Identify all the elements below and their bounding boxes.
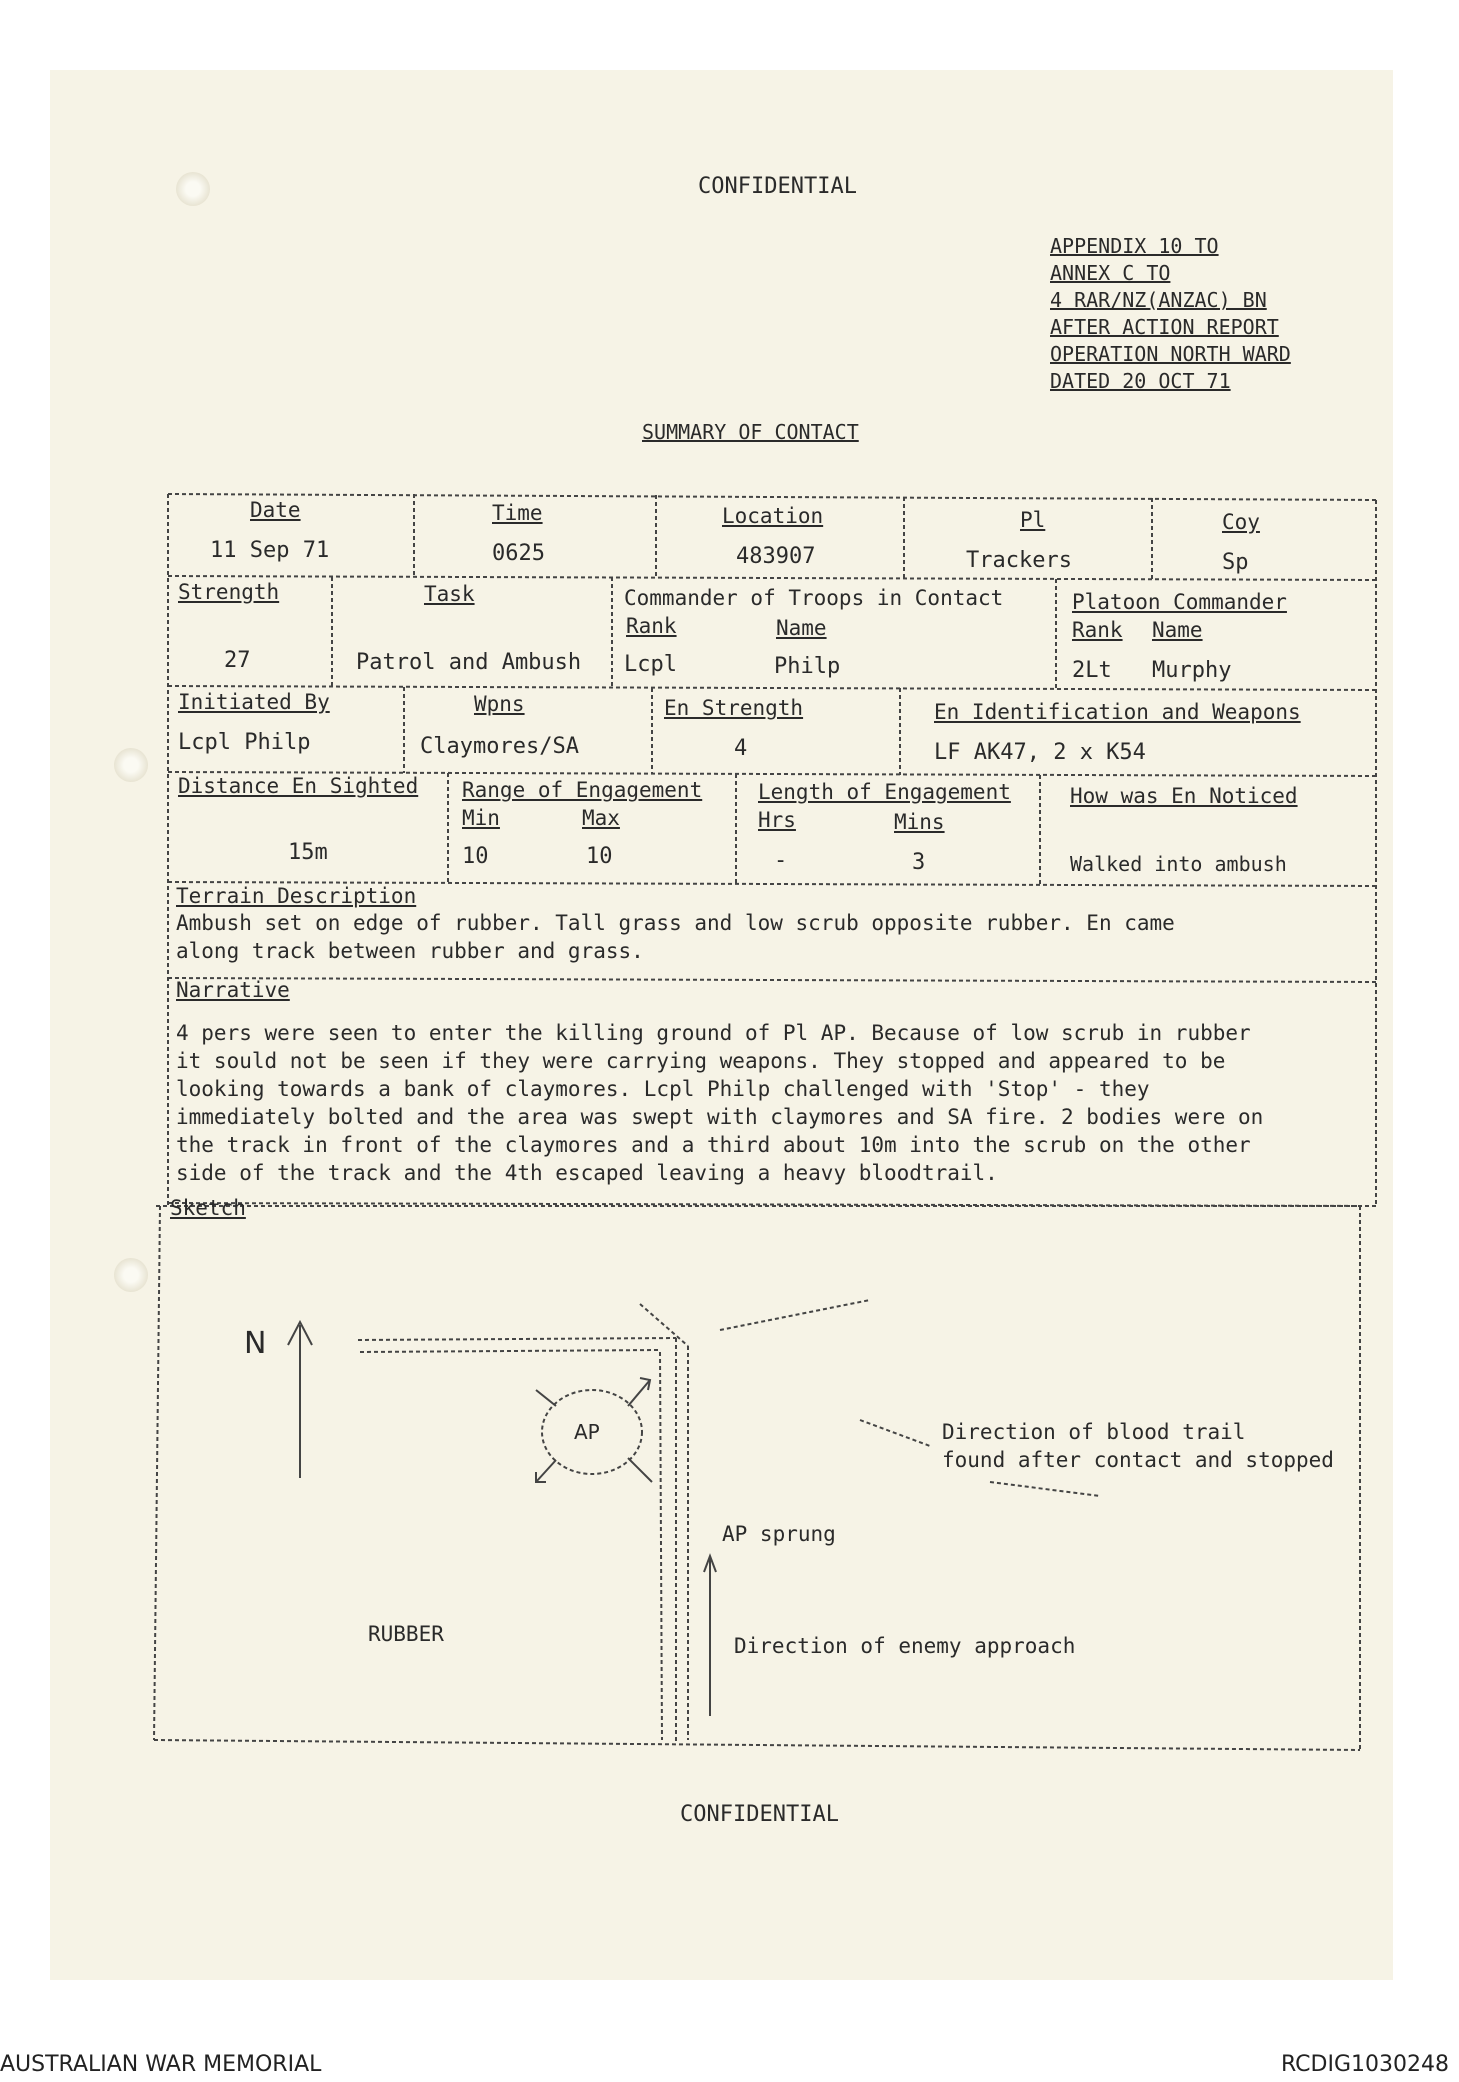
initiated-label: Initiated By — [178, 690, 330, 714]
claymore-nw — [536, 1390, 556, 1406]
rubber-label: RUBBER — [368, 1622, 444, 1646]
ap-label: AP — [574, 1420, 600, 1444]
wpns-value: Claymores/SA — [420, 734, 579, 759]
max-value: 10 — [586, 844, 613, 869]
blood-trail-2 — [860, 1420, 930, 1446]
narrative-line-3: looking towards a bank of claymores. Lcpl Philp challenged with 'Stop' - they — [176, 1077, 1150, 1101]
min-label: Min — [462, 806, 500, 830]
narrative-line-1: 4 pers were seen to enter the killing ground of Pl AP. Because of low scrub in rubber — [176, 1021, 1251, 1045]
name-label: Name — [776, 616, 827, 640]
pc-name-value: Murphy — [1152, 658, 1232, 683]
narrative-line-4: immediately bolted and the area was swept with claymores and SA fire. 2 bodies were on — [176, 1105, 1264, 1129]
scrub-edge-1 — [640, 1304, 688, 1346]
max-label: Max — [582, 806, 620, 830]
appendix-line-3: 4 RAR/NZ(ANZAC) BN — [1050, 288, 1267, 312]
blood-trail-line-2: found after contact and stopped — [942, 1448, 1334, 1472]
narrative-line-2: it sould not be seen if they were carrying weapons. They stopped and appeared to be — [176, 1049, 1226, 1073]
name-value: Philp — [774, 654, 841, 679]
location-value: 483907 — [736, 544, 816, 569]
en-strength-label: En Strength — [664, 696, 804, 720]
terrain-line-1: Ambush set on edge of rubber. Tall grass and low scrub opposite rubber. En came — [176, 911, 1175, 935]
task-label: Task — [424, 582, 475, 606]
time-label: Time — [492, 501, 543, 525]
hrs-value: - — [774, 848, 788, 873]
noticed-value: Walked into ambush — [1070, 852, 1287, 876]
track-inner-edge — [360, 1350, 660, 1352]
distance-label: Distance En Sighted — [178, 774, 419, 798]
en-identification-label: En Identification and Weapons — [934, 700, 1301, 724]
blood-trail-3 — [990, 1482, 1100, 1496]
enemy-approach-label: Direction of enemy approach — [734, 1634, 1076, 1658]
time-value: 0625 — [492, 541, 545, 566]
pc-rank-label: Rank — [1072, 618, 1123, 642]
strength-value: 27 — [224, 648, 251, 673]
claymore-sw — [536, 1460, 556, 1482]
claymore-ne-head — [640, 1378, 650, 1390]
wpns-label: Wpns — [474, 692, 525, 716]
length-label: Length of Engagement — [758, 780, 1011, 804]
location-label: Location — [722, 504, 824, 528]
min-value: 10 — [462, 844, 489, 869]
date-label: Date — [250, 498, 301, 522]
hrs-label: Hrs — [758, 808, 796, 832]
track-inner-vertical — [660, 1352, 662, 1740]
coy-label: Coy — [1222, 510, 1260, 534]
narrative-line-5: the track in front of the claymores and a third about 10m into the scrub on the other — [176, 1133, 1251, 1157]
classification-bottom: CONFIDENTIAL — [680, 1802, 839, 1827]
pc-name-label: Name — [1152, 618, 1203, 642]
pc-rank-value: 2Lt — [1072, 658, 1112, 683]
archive-name: AUSTRALIAN WAR MEMORIAL — [0, 2052, 322, 2077]
commander-label: Commander of Troops in Contact — [624, 586, 1004, 610]
narrative-line-6: side of the track and the 4th escaped leaving a heavy bloodtrail. — [176, 1161, 998, 1185]
date-value: 11 Sep 71 — [210, 538, 330, 563]
pl-label: Pl — [1020, 508, 1046, 532]
claymore-se — [628, 1458, 652, 1482]
appendix-line-5: OPERATION NORTH WARD — [1050, 342, 1291, 366]
appendix-line-1: APPENDIX 10 TO — [1050, 234, 1219, 258]
sketch-label: Sketch — [170, 1196, 246, 1220]
blood-trail-line-1: Direction of blood trail — [942, 1420, 1246, 1444]
platoon-commander-label: Platoon Commander — [1072, 590, 1287, 614]
terrain-line-2: along track between rubber and grass. — [176, 939, 644, 963]
initiated-value: Lcpl Philp — [178, 730, 311, 755]
distance-value: 15m — [288, 840, 328, 865]
claymore-ne — [628, 1380, 650, 1406]
track-north-edge — [358, 1338, 676, 1340]
range-label: Range of Engagement — [462, 778, 703, 802]
ap-sprung-label: AP sprung — [722, 1522, 836, 1546]
narrative-label: Narrative — [176, 978, 290, 1002]
mins-label: Mins — [894, 810, 945, 834]
pl-value: Trackers — [966, 548, 1072, 573]
blood-trail-1 — [720, 1300, 870, 1330]
mins-value: 3 — [912, 850, 926, 875]
terrain-label: Terrain Description — [176, 884, 417, 908]
appendix-line-4: AFTER ACTION REPORT — [1050, 315, 1279, 339]
form-title: SUMMARY OF CONTACT — [642, 420, 859, 444]
en-strength-value: 4 — [734, 736, 748, 761]
rank-label: Rank — [626, 614, 677, 638]
rank-value: Lcpl — [624, 652, 677, 677]
en-identification-value: LF AK47, 2 x K54 — [934, 740, 1146, 765]
noticed-label: How was En Noticed — [1070, 784, 1298, 808]
appendix-line-6: DATED 20 OCT 71 — [1050, 369, 1231, 393]
strength-label: Strength — [178, 580, 280, 604]
classification-top: CONFIDENTIAL — [698, 174, 857, 199]
appendix-line-2: ANNEX C TO — [1050, 261, 1171, 285]
task-value: Patrol and Ambush — [356, 650, 582, 675]
north-label: N — [244, 1326, 267, 1361]
archive-id: RCDIG1030248 — [1280, 2052, 1449, 2077]
coy-value: Sp — [1222, 550, 1249, 575]
